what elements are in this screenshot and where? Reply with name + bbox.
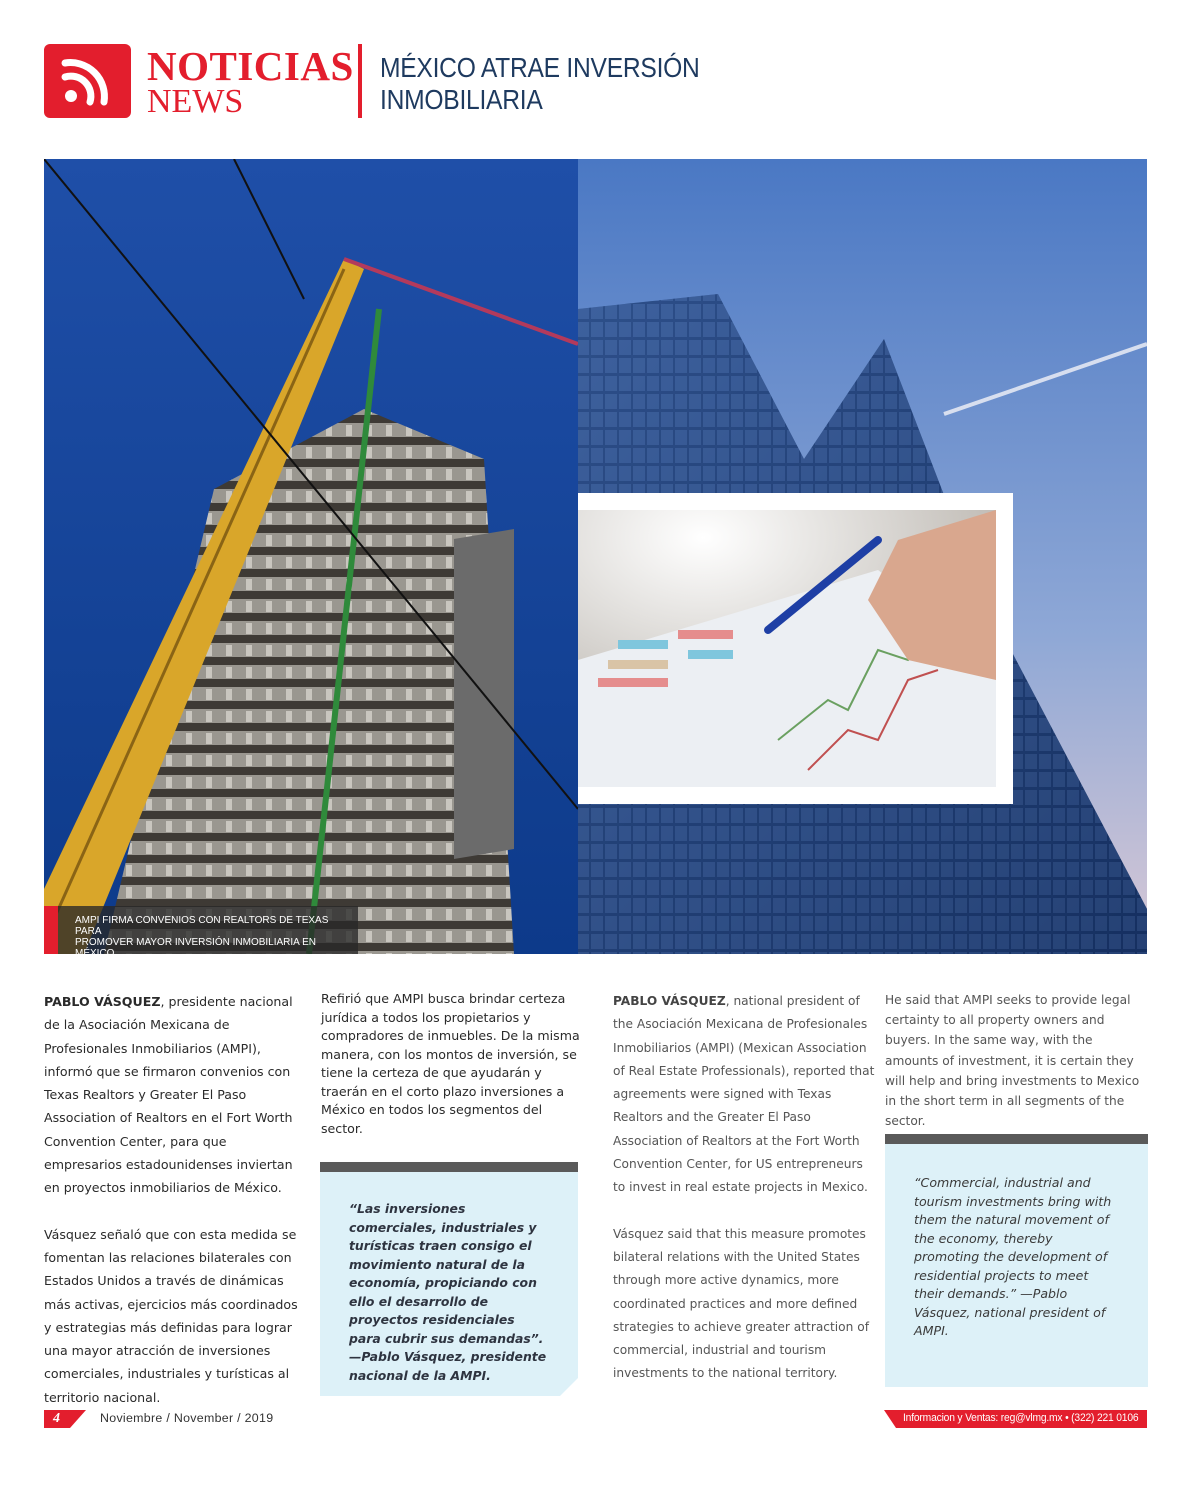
inset-photo-chart-signing [578,493,1013,804]
headline-line-1: MÉXICO ATRAE INVERSIÓN [380,52,700,83]
rss-feed-icon [44,44,131,118]
contact-banner [884,1410,1147,1428]
paragraph: He said that AMPI seeks to provide legal certainty to all property owners and buyers. In the same way, with the amounts of investment, it is certain they will help and bring investments to Mexico in the short term in all segments of the sector. [885,993,1140,1129]
page-number [44,1410,86,1428]
headline-line-2: INMOBILIARIA [380,84,543,115]
paragraph: Vásquez señaló que con esta medida se fomentan las relaciones bilaterales con Estados Unidos a través de dinámicas más activas, ejercicios más coordinados y estrategias más definidas para lograr una mayor atracción de inversiones comerciales, industriales y turísticas al territorio nacional. [44,1226,298,1405]
caption-accent-bar [44,906,58,954]
kicker-spanish: NOTICIAS [147,43,354,89]
page-title [380,52,750,116]
quote-bar [885,1134,1148,1144]
quote-text: “Commercial, industrial and tourism investments bring with them the natural movement of the economy, thereby promoting the development of residential projects to meet their demands.” —Pablo Vásquez, national president of AMPI. [914,1175,1112,1338]
page-number-text: 4 [53,1411,60,1426]
header-divider [358,44,362,118]
paragraph: Refirió que AMPI busca brindar certeza jurídica a todos los propietarios y compradores de inmuebles. De la misma manera, con los montos de inversión, se tiene la certeza de que ayudarán y traerán en el corto plazo inversiones a México en todos los segmentos del sector. [321,991,580,1136]
article-column-spanish-2 [321,990,583,1161]
article-column-english-1 [613,990,875,1409]
caption-line-2: PROMOVER MAYOR INVERSIÓN INMOBILIARIA EN MÉXICO. [75,937,316,959]
paragraph-text: , presidente nacional de la Asociación Mexicana de Profesionales Inmobiliarios (AMPI), informó que se firmaron convenios con Texas Realtors y Greater El Paso Association of Realtors en el Fort Worth Convention Center, para que empresarios estadounidenses inviertan en proyectos inmobiliarios de México. [44,994,293,1196]
folded-corner [560,1378,578,1396]
issue-date: Noviembre / November / 2019 [100,1411,274,1425]
caption-line-1: AMPI FIRMA CONVENIOS CON REALTORS DE TEXAS PARA [75,915,329,937]
paragraph [44,990,302,1200]
author-name: PABLO VÁSQUEZ [44,994,161,1009]
section-kicker [147,43,354,120]
pull-quote-spanish [320,1162,578,1396]
paragraph: Vásquez said that this measure promotes bilateral relations with the United States through more active dynamics, more coordinated practices and more defined strategies to achieve greater attraction of commercial, industrial and tourism investments to the national territory. [613,1226,869,1381]
article-column-spanish-1 [44,990,302,1432]
photo-caption [44,906,358,959]
contact-text: Informacion y Ventas: reg@vlmg.mx • (322) 221 0106 [903,1412,1139,1424]
pull-quote-english [885,1134,1148,1387]
author-name: PABLO VÁSQUEZ [613,994,726,1008]
paragraph-text: , national president of the Asociación Mexicana de Profesionales Inmobiliarios (AMPI) (Mexican Association of Real Estate Professionals), reported that agreements were signed with Texas Realtors and the Greater El Paso Association of Realtors at the Fort Worth Convention Center, for US entrepreneurs to invest in real estate projects in Mexico. [613,994,875,1195]
quote-text: “Las inversiones comerciales, industriales y turísticas traen consigo el movimiento natural de la economía, propiciando con ello el desarrollo de proyectos residenciales para cubrir sus demandas”. —Pablo Vásquez, presidente nacional de la AMPI. [349,1201,547,1383]
quote-bar [320,1162,578,1172]
article-column-english-2 [885,990,1149,1154]
kicker-english: NEWS [147,83,244,120]
paragraph [613,990,875,1200]
